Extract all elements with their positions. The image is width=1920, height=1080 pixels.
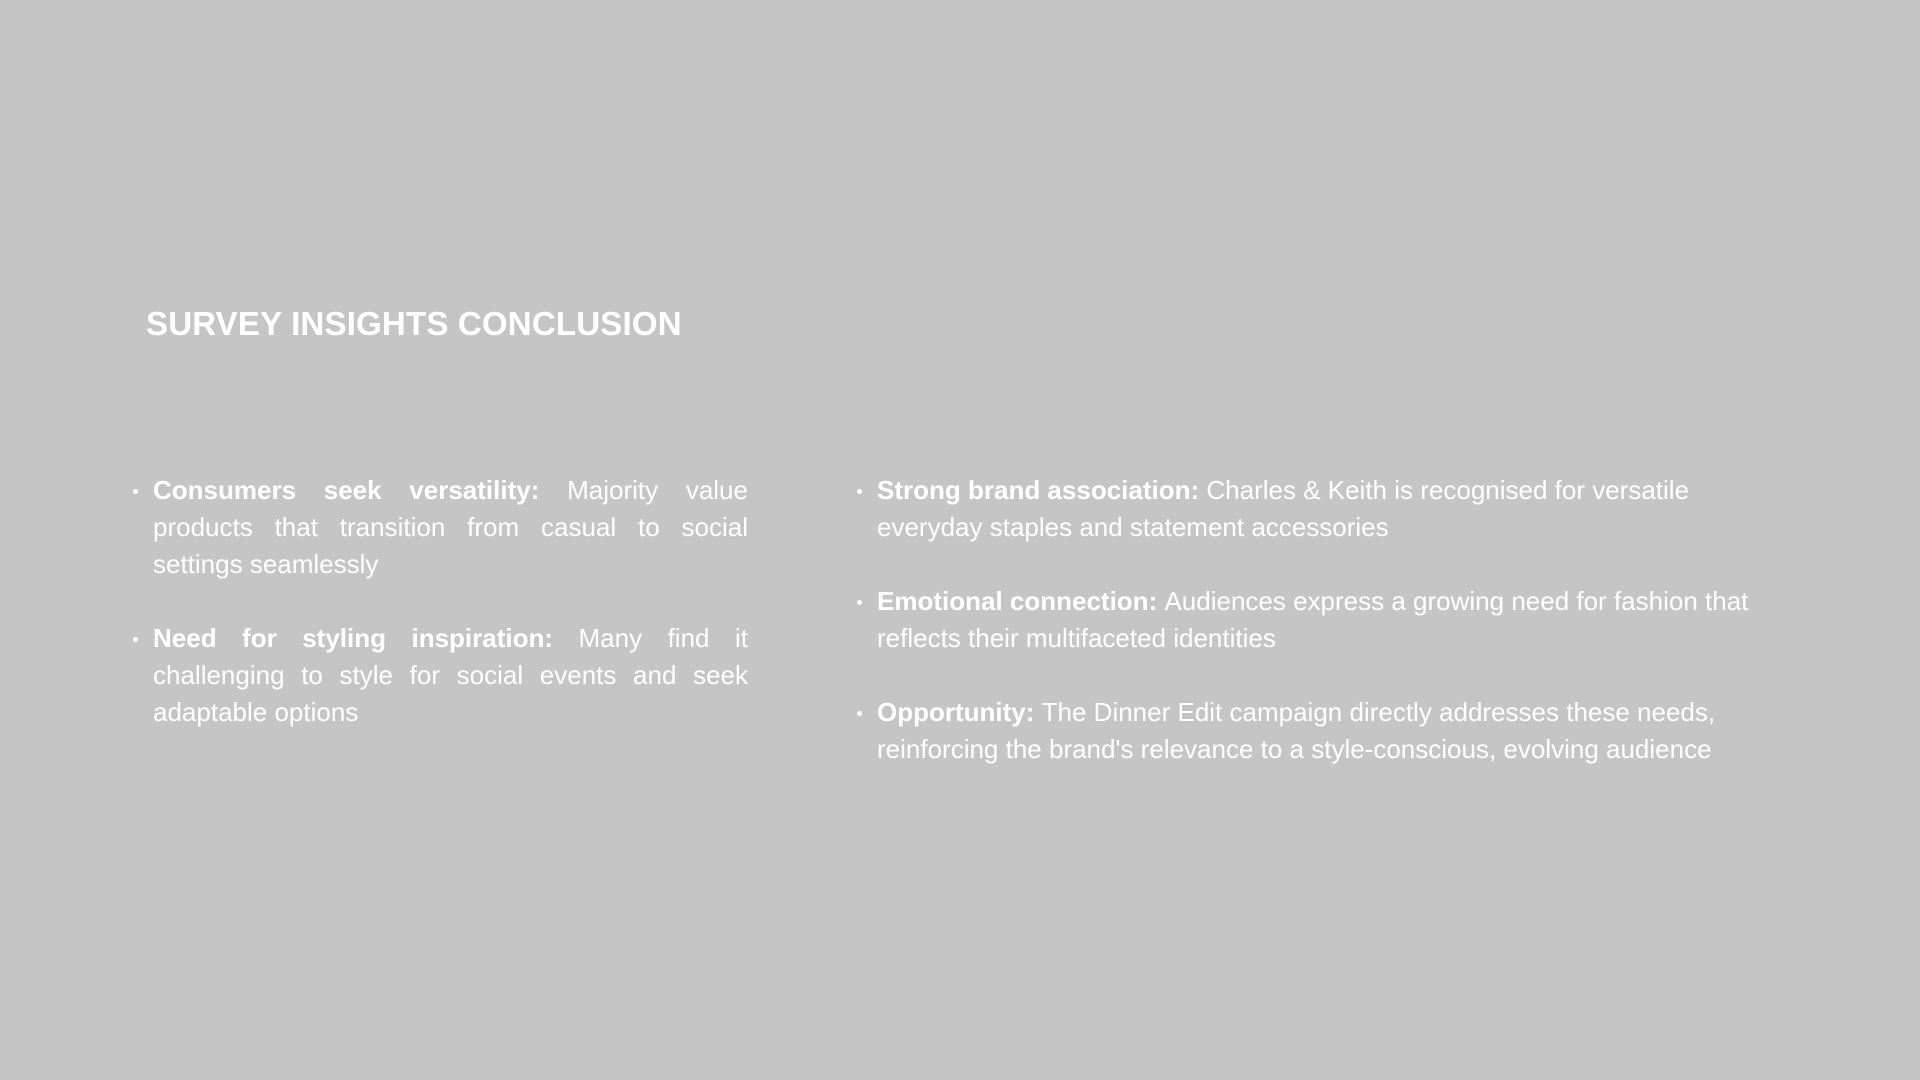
bullet-text: Many find it challenging to style for social events and seek adaptable options: [153, 623, 748, 727]
bullet-lead: Consumers seek versatility:: [153, 475, 568, 505]
bullet-lead: Strong brand association:: [877, 475, 1207, 505]
bullet-item-emotional-connection: [854, 583, 1784, 657]
bullet-item-versatility: [130, 472, 748, 583]
bullet-dot-icon: [857, 711, 862, 716]
bullet-lead: Emotional connection:: [877, 586, 1165, 616]
bullet-dot-icon: [133, 637, 138, 642]
left-bullet-list: [130, 472, 748, 768]
bullet-dot-icon: [857, 489, 862, 494]
bullet-text: Audiences express a growing need for fashion that reflects their multifaceted identities: [877, 586, 1749, 653]
bullet-item-brand-association: [854, 472, 1784, 546]
right-bullet-list: [854, 472, 1784, 805]
bullet-dot-icon: [133, 489, 138, 494]
bullet-text: The Dinner Edit campaign directly addresses these needs, reinforcing the brand's relevance to a style-conscious, evolving audience: [877, 697, 1716, 764]
bullet-dot-icon: [857, 600, 862, 605]
bullet-lead: Opportunity:: [877, 697, 1042, 727]
bullet-text: Majority value products that transition from casual to social settings seamlessly: [153, 475, 748, 579]
slide-title: SURVEY INSIGHTS CONCLUSION: [146, 305, 682, 342]
bullet-text: Charles & Keith is recognised for versatile everyday staples and statement accessories: [877, 475, 1690, 542]
bullet-item-opportunity: [854, 694, 1784, 768]
bullet-item-styling-inspiration: [130, 620, 748, 731]
bullet-lead: Need for styling inspiration:: [153, 623, 579, 653]
